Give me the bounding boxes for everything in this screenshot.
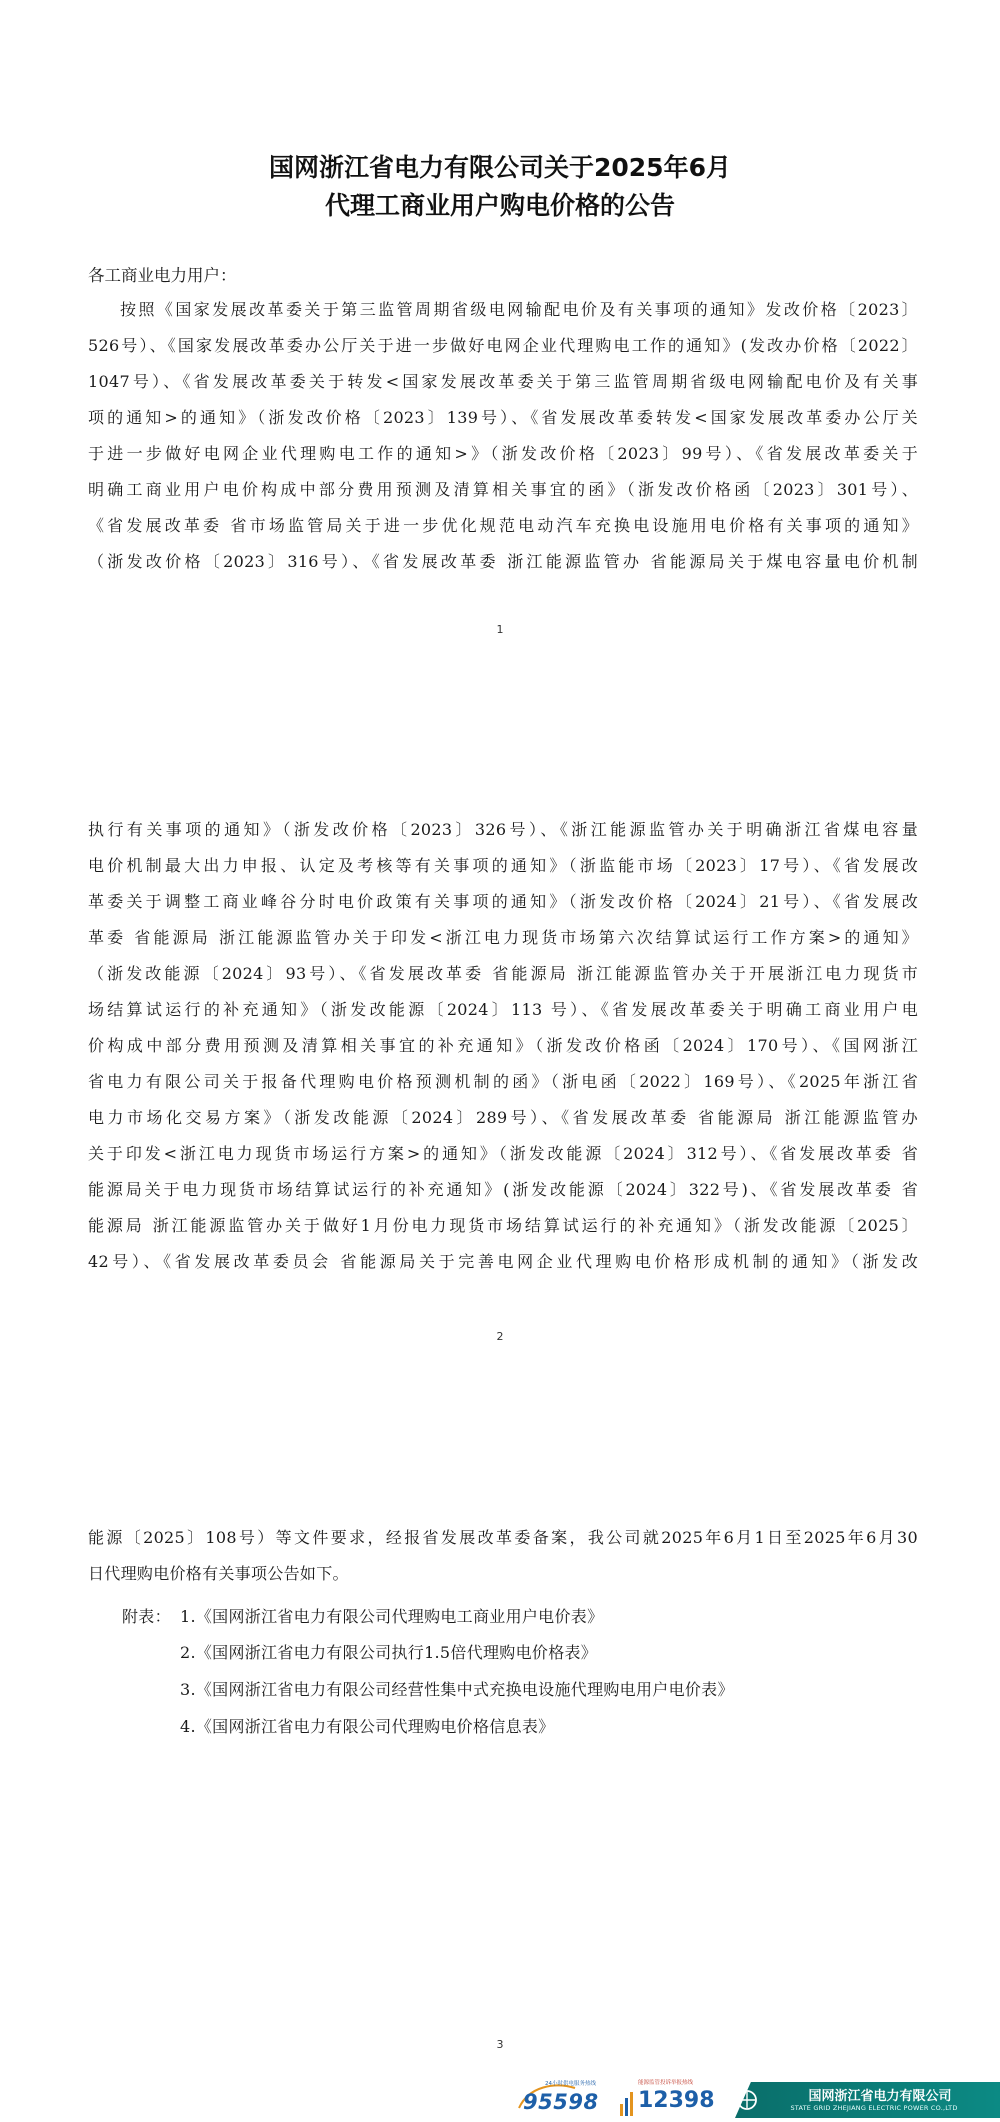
- salutation: 各工商业电力用户：: [88, 266, 237, 285]
- attachment-item: 1.《国网浙江省电力有限公司代理购电工商业用户电价表》: [180, 1607, 604, 1626]
- body-line: 项的通知>的通知》（浙发改价格〔2023〕139号）、《省发展改革委转发<国家发展改革委办公厅关: [88, 408, 918, 427]
- body-line: 日代理购电价格有关事项公告如下。: [88, 1564, 349, 1583]
- company-name: 国网浙江省电力有限公司: [808, 2089, 952, 2104]
- body-line: 场结算试运行的补充通知》（浙发改能源〔2024〕113 号）、《省发展改革委关于明确工商业用户电: [88, 1000, 918, 1019]
- body-line: 关于印发<浙江电力现货市场运行方案>的通知》（浙发改能源〔2024〕312号）、《省发展改革委 省: [88, 1144, 918, 1163]
- page-number: 2: [496, 1330, 504, 1343]
- body-line: 能源局关于电力现货市场结算试运行的补充通知》(浙发改能源〔2024〕322号)、《省发展改革委 省: [88, 1180, 918, 1199]
- body-line: 526号）、《国家发展改革委办公厅关于进一步做好电网企业代理购电工作的通知》(发改办价格〔2022〕: [88, 336, 918, 355]
- body-line: （浙发改价格〔2023〕316号）、《省发展改革委 浙江能源监管办 省能源局关于煤电容量电价机制: [88, 552, 918, 571]
- document-title-line-1: 国网浙江省电力有限公司关于2025年6月: [269, 153, 731, 182]
- body-line: 能源〔2025〕108号）等文件要求，经报省发展改革委备案，我公司就2025年6月1日至2025年6月30: [88, 1528, 918, 1547]
- hotline1-caption: 24小时供电服务热线: [545, 2081, 596, 2087]
- body-line: 革委关于调整工商业峰谷分时电价政策有关事项的通知》（浙发改价格〔2024〕21号）、《省发展改: [88, 892, 918, 911]
- page-number: 1: [496, 623, 504, 636]
- body-line: 能源局 浙江能源监管办关于做好1月份电力现货市场结算试运行的补充通知》（浙发改能源〔2025〕: [88, 1216, 918, 1235]
- attachments-label: 附表：: [122, 1607, 171, 1626]
- body-line: 执行有关事项的通知》（浙发改价格〔2023〕326号）、《浙江能源监管办关于明确浙江省煤电容量: [88, 820, 918, 839]
- attachment-item: 2.《国网浙江省电力有限公司执行1.5倍代理购电价格表》: [180, 1643, 598, 1662]
- attachment-item: 3.《国网浙江省电力有限公司经营性集中式充换电设施代理购电用户电价表》: [180, 1680, 734, 1699]
- body-line: 电力市场化交易方案》（浙发改能源〔2024〕289号）、《省发展改革委 省能源局 浙江能源监管办: [88, 1108, 918, 1127]
- body-line: 省电力有限公司关于报备代理购电价格预测机制的函》（浙电函〔2022〕169号）、《2025年浙江省: [88, 1072, 918, 1091]
- body-line: 42号）、《省发展改革委员会 省能源局关于完善电网企业代理购电价格形成机制的通知》（浙发改: [88, 1252, 918, 1271]
- document-title-line-2: 代理工商业用户购电价格的公告: [324, 191, 675, 220]
- attachment-item: 4.《国网浙江省电力有限公司代理购电价格信息表》: [180, 1717, 555, 1736]
- signal-bars-icon: [620, 2090, 634, 2116]
- hotline1-number: 95598: [523, 2090, 599, 2114]
- hotline-95598-badge: [515, 2078, 615, 2118]
- hotline2-caption: 能源监管投诉举报热线: [638, 2080, 694, 2086]
- body-line: 按照《国家发展改革委关于第三监管周期省级电网输配电价及有关事项的通知》发改价格〔2023〕: [120, 300, 918, 319]
- company-band: [735, 2082, 1000, 2118]
- body-line: 1047号）、《省发展改革委关于转发<国家发展改革委关于第三监管周期省级电网输配电价及有关事: [88, 372, 918, 391]
- body-line: 革委 省能源局 浙江能源监管办关于印发<浙江电力现货市场第六次结算试运行工作方案>的通知》: [88, 928, 918, 947]
- hotline-12398-badge: [620, 2078, 720, 2118]
- body-line: 《省发展改革委 省市场监管局关于进一步优化规范电动汽车充换电设施用电价格有关事项的通知》: [88, 516, 918, 535]
- body-line: 于进一步做好电网企业代理购电工作的通知>》（浙发改价格〔2023〕99号）、《省发展改革委关于: [88, 444, 918, 463]
- company-name-en: STATE GRID ZHEJIANG ELECTRIC POWER CO.,LTD: [790, 2104, 958, 2112]
- body-line: 电价机制最大出力申报、认定及考核等有关事项的通知》（浙监能市场〔2023〕17号）、《省发展改: [88, 856, 918, 875]
- body-line: 价构成中部分费用预测及清算相关事宜的补充通知》（浙发改价格函〔2024〕170号）、《国网浙江: [88, 1036, 918, 1055]
- page-number: 3: [496, 2038, 504, 2051]
- body-line: 明确工商业用户电价构成中部分费用预测及清算相关事宜的函》（浙发改价格函〔2023〕301号）、: [88, 480, 918, 499]
- body-line: （浙发改能源〔2024〕93号）、《省发展改革委 省能源局 浙江能源监管办关于开展浙江电力现货市: [88, 964, 918, 983]
- hotline2-number: 12398: [638, 2088, 715, 2113]
